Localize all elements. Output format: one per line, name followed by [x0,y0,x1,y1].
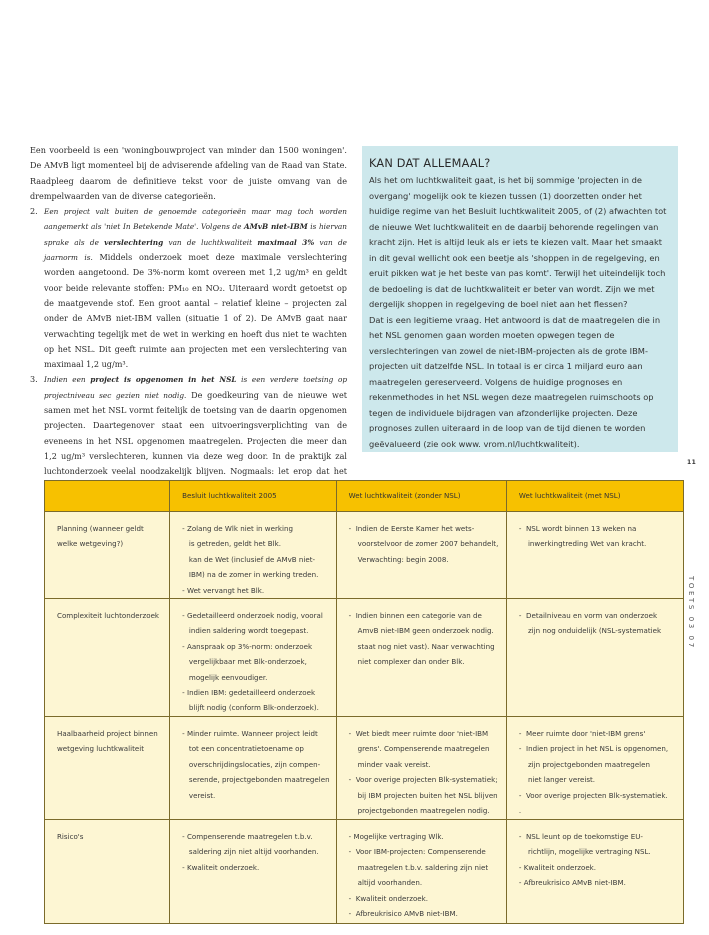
table-cell [336,599,506,717]
cell-line: - NSL wordt binnen 13 weken na [518,524,637,533]
cell-line: - Minder ruimte. Wanneer project leidt [182,728,318,738]
cell-line: Complexiteit luchtonderzoek [57,611,160,621]
body-text: De goedkeuring van de nieuwe wet samen met het NSL vormt feitelijk de toetsing van de daarin opgenomen projecten. Daartegenover staat een uitvoeringsverplichting van de eveneens in het NSL opgenomen maatregelen. Projecten die meer dan 1,2 ug/m³ verslechteren, kunnen via deze weg door. In de praktijk zal luchtonderzoek veelal noodzakelijk blijven. Nogmaals: let erop dat het [44,389,347,477]
cell-line: IBM) na de zomer in werking treden. [182,570,319,580]
cell-line: inwerkingtreding Wet van kracht. [518,539,647,549]
cell-line: - Kwaliteit onderzoek. [182,862,260,872]
emphasis-bold: verslechtering [104,237,164,247]
cell-line: altijd voorhanden. [348,878,423,888]
list-number: 2. [30,206,38,217]
cell-line: - Wet vervangt het Blk. [182,585,265,595]
cell-line: - Indien de Eerste Kamer het wets- [348,524,475,533]
cell-line: projectgebonden maatregelen nodig. [348,805,490,815]
cell-line: - Detailniveau en vorm van onderzoek [518,611,658,621]
table-header-row [45,481,684,512]
page-number: 11 [687,459,697,466]
cell-line: - Gedetailleerd onderzoek nodig, vooral [182,611,323,621]
paragraph-intro: Een voorbeeld is een 'woningbouwproject van minder dan 1500 woningen'. De AMvB ligt momenteel bij de adviserende afdeling van de Raad van State. Raadpleeg daarom de definitieve tekst voor de juiste omvang van de drempelwaarden van de diverse categorieën. [30,145,347,201]
cell-line: - Meer ruimte door 'niet-IBM grens' [518,728,646,738]
cell-line: - Voor overige projecten Blk-systematiek; [348,775,498,785]
cell-line: vereist. [182,790,216,800]
cell-line: - NSL leunt op de toekomstige EU- [518,831,643,841]
cell-line: voorstelvoor de zomer 2007 behandelt, [348,539,499,549]
row-label-cell [45,819,170,923]
box-paragraph-2: Dat is een legitieme vraag. Het antwoord is dat de maatregelen die in het NSL genomen gaan worden moeten opwegen tegen de verslechteringen van zowel de niet-IBM-projecten als de grote IBM-projecten uit datzelfde NSL. In totaal is er circa 1 miljard euro aan maatregelen gereserveerd. Volgens de huidige prognoses en rekenmethodes in het NSL wegen deze maatregelen ruimschoots op tegen de individuele bijdragen van afzonderlijke projecten. Deze prognoses zullen uiteraard in de loop van de tijd dienen te worden geëvalueerd (zie ook www. vrom.nl/luchtkwaliteit). [369,314,661,449]
cell-line: - Indien IBM: gedetailleerd onderzoek [182,688,316,698]
box-paragraph-1: Als het om luchtkwaliteit gaat, is het bij sommige 'projecten in de overgang' mogelijk ook te kiezen tussen (1) doorzetten onder het huidige regime van het Besluit luchtkwaliteit 2005, of (2) afwachten tot de nieuwe Wet luchtkwaliteit en de daarbij behorende regelingen van kracht zijn. Het is altijd leuk als er iets te kiezen valt. Maar het smaakt in dit geval wellicht ook een beetje als 'shoppen in de regelgeving, en eruit pikken wat je het beste van pas komt'. Terwijl het uiteindelijk toch de bedoeling is dat de luchtkwaliteit er beter van wordt. Zijn we met dergelijk shoppen in regelgeving de boel niet aan het flessen? [369,175,667,309]
table-row [45,512,684,599]
cell-line: - Compenserende maatregelen t.b.v. [182,831,313,841]
table-cell [506,716,683,819]
emphasis-bold: AMvB niet-IBM [243,222,308,232]
box-title: KAN DAT ALLEMAAL? [369,157,491,170]
table-header: Besluit luchtkwaliteit 2005 [170,481,336,512]
cell-line: welke wetgeving?) [57,539,124,549]
cell-line: minder vaak vereist. [348,759,431,769]
table-cell [506,512,683,599]
cell-line: richtlijn, mogelijke vertraging NSL. [518,847,651,857]
cell-line: . [518,805,522,815]
table-header: Wet luchtkwaliteit (zonder NSL) [336,481,506,512]
cell-line: Risico's [57,831,84,841]
table-cell [170,599,336,717]
emphasis-text: is een verdere toetsing op projectniveau sec gezien niet nodig. [44,375,348,400]
cell-line: Planning (wanneer geldt [57,524,144,533]
emphasis-text: is hiervan sprake als de [44,222,347,247]
list-item-2 [30,204,347,372]
table-row [45,716,684,819]
cell-line: grens'. Compenserende maatregelen [348,744,490,754]
list-number: 3. [30,374,38,385]
list-item-3 [30,372,347,494]
body-text-column [30,143,347,495]
cell-line: - Zolang de Wlk niet in werking [182,524,293,533]
table-cell [170,512,336,599]
table-cell [336,819,506,923]
cell-line: - Wet biedt meer ruimte door 'niet-IBM [348,728,489,738]
table-row [45,599,684,717]
table-cell [170,819,336,923]
emphasis-text: Indien een [44,375,91,385]
cell-line: vergelijkbaar met Blk-onderzoek, [182,657,307,667]
cell-line: maatregelen t.b.v. saldering zijn niet [348,862,489,872]
cell-line: blijft nodig (conform Blk-onderzoek). [182,703,319,713]
cell-line: overschrijdingslocaties, zijn compen- [182,759,321,769]
cell-line: - Kwaliteit onderzoek. [518,862,597,872]
body-text: Middels onderzoek moet deze maximale verslechtering worden aangetoond. De 3%-norm komt overeen met 1,2 ug/m³ en geldt voor beide relevante stoffen: PM₁₀ en NO₂. Uiteraard wordt getoetst op de maatgevende stof. Een groot aantal – relatief kleine – projecten zal onder de AMvB niet-IBM vallen (situatie 1 of 2). De AMvB gaat naar verwachting tegelijk met de wet in werking en hoeft dus niet te wachten op het NSL. Dit geeft ruimte aan projecten met een verslechtering van maximaal 1,2 ug/m³. [44,252,348,370]
emphasis-text: van de luchtkwaliteit [163,237,258,247]
row-label-cell [45,716,170,819]
cell-line: niet complexer dan onder Blk. [348,657,465,667]
table-cell [170,716,336,819]
cell-line: - Kwaliteit onderzoek. [348,893,429,903]
cell-line: Haalbaarheid project binnen [57,728,158,738]
emphasis-text: van de jaarnorm is. [44,237,347,263]
cell-line: zijn projectgebonden maatregelen [518,759,651,769]
cell-line: niet langer vereist. [518,775,596,785]
table-cell [336,512,506,599]
table-cell [506,599,683,717]
cell-line: wetgeving luchtkwaliteit [57,744,144,754]
cell-line: mogelijk eenvoudiger. [182,672,268,682]
cell-line: - Indien binnen een categorie van de [348,611,482,621]
table-cell [506,819,683,923]
cell-line: staat nog niet vast). Naar verwachting [348,641,495,651]
comparison-table [44,480,684,924]
cell-line: - Indien project in het NSL is opgenomen, [518,744,669,754]
cell-line: kan de Wet (inclusief de AMvB niet- [182,554,316,564]
cell-line: - Mogelijke vertraging Wlk. [348,831,444,841]
cell-line: - Afbreukrisico AMvB niet-IBM. [348,908,458,918]
sidebar-box [362,146,678,452]
table-row [45,819,684,923]
cell-line: Verwachting: begin 2008. [348,554,449,564]
row-label-cell [45,512,170,599]
emphasis-bold: project is opgenomen in het NSL [90,375,237,385]
table-cell [336,716,506,819]
cell-line: indien saldering wordt toegepast. [182,626,309,636]
cell-line: AmvB niet-IBM geen onderzoek nodig. [348,626,494,636]
emphasis-bold: maximaal 3% [257,237,315,247]
table-header [45,481,170,512]
cell-line: - Aanspraak op 3%-norm: onderzoek [182,641,313,651]
emphasis-text: Een project valt buiten de genoemde categorieën maar mag toch worden aangemerkt als 'niet In Betekende Mate'. Volgens de [44,207,347,232]
cell-line: saldering zijn niet altijd voorhanden. [182,847,319,857]
cell-line: serende, projectgebonden maatregelen [182,775,330,785]
cell-line: - Voor overige projecten Blk-systematiek. [518,790,668,800]
cell-line: - Afbreukrisico AMvB niet-IBM. [518,878,626,888]
cell-line: is getreden, geldt het Blk. [182,539,281,549]
cell-line: tot een concentratietoename op [182,744,304,754]
table-header: Wet luchtkwaliteit (met NSL) [506,481,683,512]
cell-line: zijn nog onduidelijk (NSL-systematiek [518,626,662,636]
row-label-cell [45,599,170,717]
cell-line: bij IBM projecten buiten het NSL blijven [348,790,498,800]
cell-line: - Voor IBM-projecten: Compenserende [348,847,486,857]
side-label: TOETS 03 07 [687,576,695,650]
